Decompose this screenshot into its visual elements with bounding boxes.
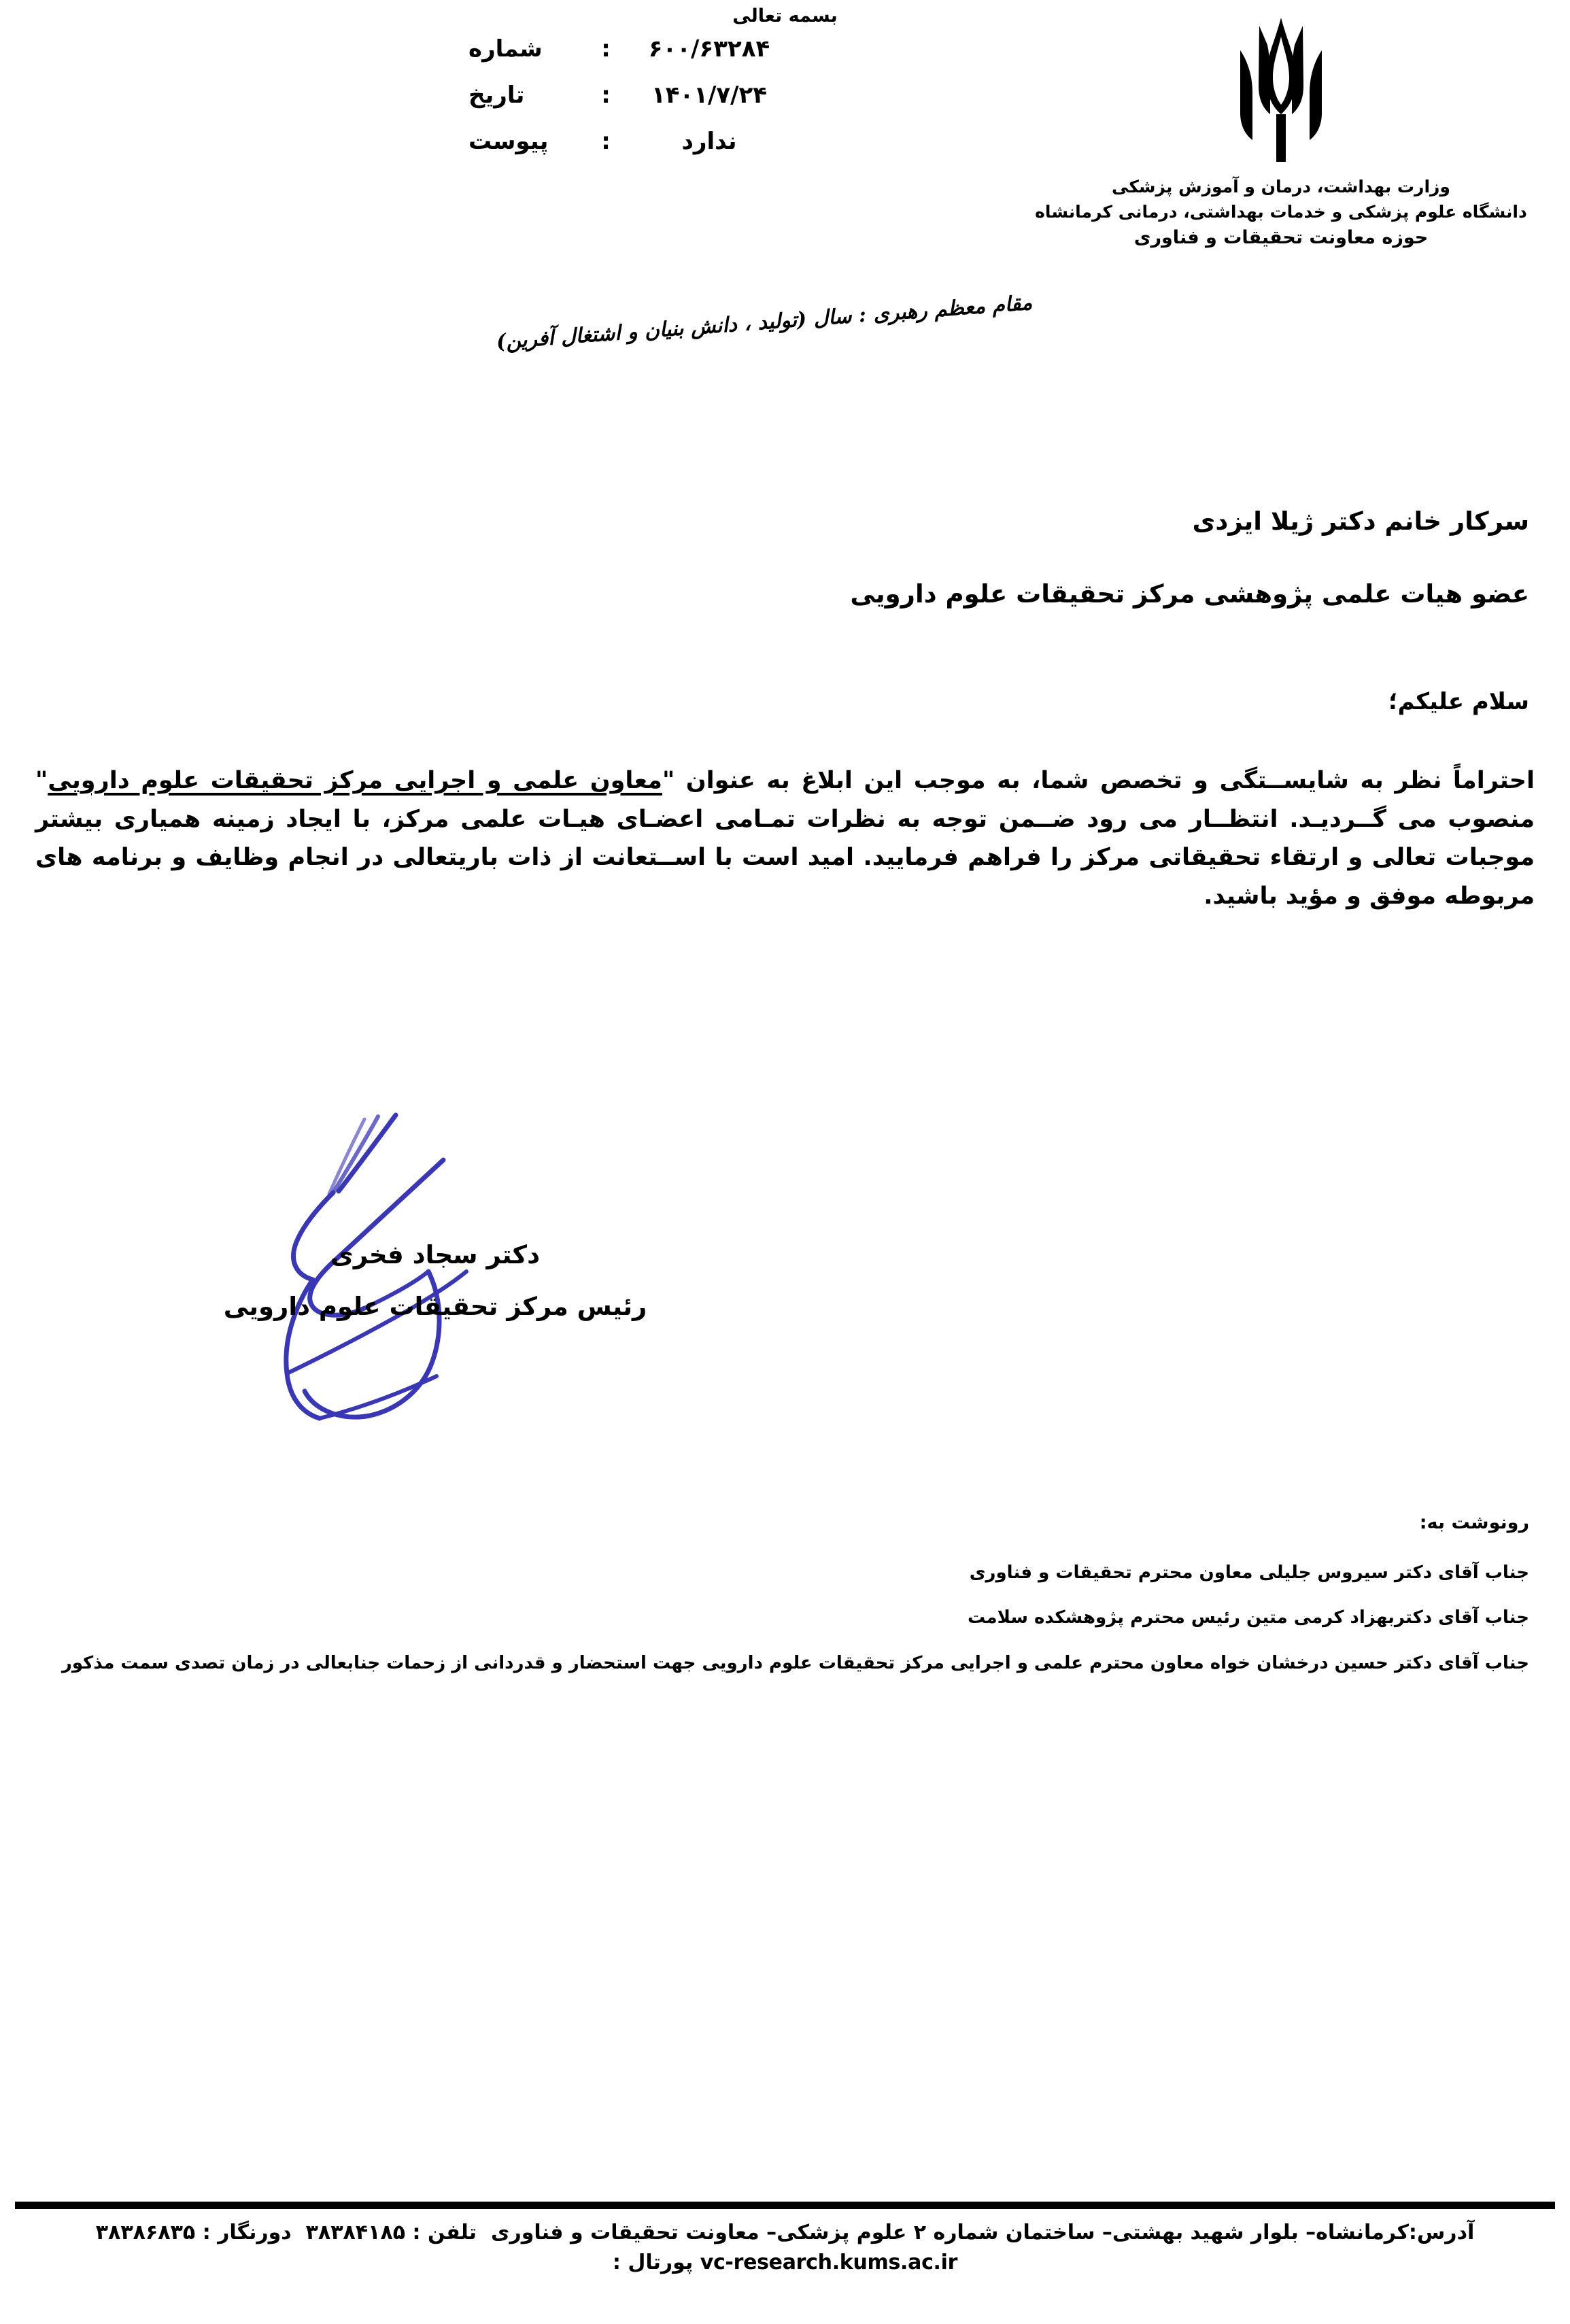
org-line-ministry: وزارت بهداشت، درمان و آموزش پزشکی	[1112, 177, 1450, 196]
body-paragraph	[35, 762, 1535, 916]
signer-title: رئیس مرکز تحقیقات علوم دارویی	[223, 1291, 647, 1321]
body-part-2: " منصوب می گــردیـد. انتظــار می رود ضــمن توجه به نظرات تمـامی اعضـای هیـات علمی مرکز، با ایجاد زمینه همیاری بیشتر موجبات تعالی و ارتقاء تحقیقاتی مرکز را فراهم فرمایید. امید است با اســتعانت از ذات باریتعالی در انجام وظایف و برنامه های مربوطه موفق و مؤید باشید.	[35, 767, 1535, 910]
recipient-block	[41, 507, 1529, 652]
letter-body	[35, 762, 1535, 916]
signature-text	[0, 1229, 870, 1333]
footer-address-line	[0, 2218, 1570, 2248]
signature-block	[0, 1101, 1570, 1421]
meta-colon-number: :	[601, 35, 611, 63]
footer-fax-value: ۳۸۳۸۶۸۳۵	[95, 2221, 196, 2244]
cc-block	[41, 1513, 1529, 1698]
org-line-department: حوزه معاونت تحقیقات و فناوری	[1133, 227, 1429, 248]
letterhead-logo-block	[1033, 12, 1529, 252]
footer-portal-url[interactable]: vc-research.kums.ac.ir	[700, 2250, 958, 2274]
body-part-1: احتراماً نظر به شایســتگی و تخصص شما، به موجب این ابلاغ به عنوان "	[662, 767, 1535, 794]
footer-divider	[15, 2202, 1555, 2209]
cc-item: جناب آقای دکتربهزاد کرمی متین رئیس محترم پژوهشکده سلامت	[968, 1607, 1529, 1628]
cc-item: جناب آقای دکتر سیروس جلیلی معاون محترم تحقیقات و فناوری	[969, 1562, 1529, 1583]
recipient-position: عضو هیات علمی پژوهشی مرکز تحقیقات علوم دارویی	[850, 579, 1529, 609]
salutation: سلام علیکم؛	[1388, 688, 1529, 715]
meta-label-date: تاریخ	[468, 82, 525, 109]
signer-name: دکتر سجاد فخری	[330, 1240, 541, 1269]
cc-item: جناب آقای دکتر حسین درخشان خواه معاون محترم علمی و اجرایی مرکز تحقیقات علوم دارویی جهت استحضار و قدردانی از زحمات جنابعالی در زمان تصدی سمت مذکور	[61, 1652, 1529, 1673]
org-line-university: دانشگاه علوم پزشکی و خدمات بهداشتی، درمانی کرمانشاه	[1035, 202, 1527, 222]
meta-row-attachment	[468, 128, 876, 155]
footer-portal-label: پورتال :	[612, 2250, 694, 2274]
meta-row-date	[468, 82, 876, 109]
footer-address-label: آدرس:	[1408, 2221, 1475, 2244]
footer-address-value: کرمانشاه– بلوار شهید بهشتی– ساختمان شماره ۲ علوم پزشکی– معاونت تحقیقات و فناوری	[490, 2221, 1409, 2244]
meta-colon-attachment: :	[601, 128, 611, 155]
bismillah-heading: بسمه تعالی	[732, 5, 838, 27]
meta-label-number: شماره	[468, 35, 543, 63]
recipient-name: سرکار خانم دکتر ژیلا ایزدی	[1192, 507, 1529, 536]
meta-value-attachment: ندارد	[681, 128, 737, 155]
meta-value-date: ۱۴۰۱/۷/۲۴	[651, 82, 768, 109]
footer-phone-value: ۳۸۳۸۴۱۸۵	[305, 2221, 406, 2244]
meta-colon-date: :	[601, 82, 611, 109]
cc-title: رونوشت به:	[1419, 1512, 1529, 1533]
footer-fax-label: دورنگار :	[202, 2221, 292, 2244]
footer-phone-label: تلفن :	[412, 2221, 477, 2244]
meta-row-number	[468, 35, 876, 63]
letter-meta-block	[468, 35, 876, 174]
footer-block	[0, 2218, 1570, 2277]
footer-portal-line	[0, 2248, 1570, 2278]
meta-label-attachment: پیوست	[468, 128, 549, 155]
tulip-emblem-icon	[1227, 12, 1335, 165]
meta-value-number: ۶۰۰/۶۳۲۸۴	[648, 35, 770, 63]
year-slogan: مقام معظم رهبری : سال (تولید ، دانش بنیان و اشتغال آفرین)	[495, 290, 1034, 354]
appointment-role-underlined: معاون علمی و اجرایی مرکز تحقیقات علوم دارویی	[48, 767, 662, 794]
